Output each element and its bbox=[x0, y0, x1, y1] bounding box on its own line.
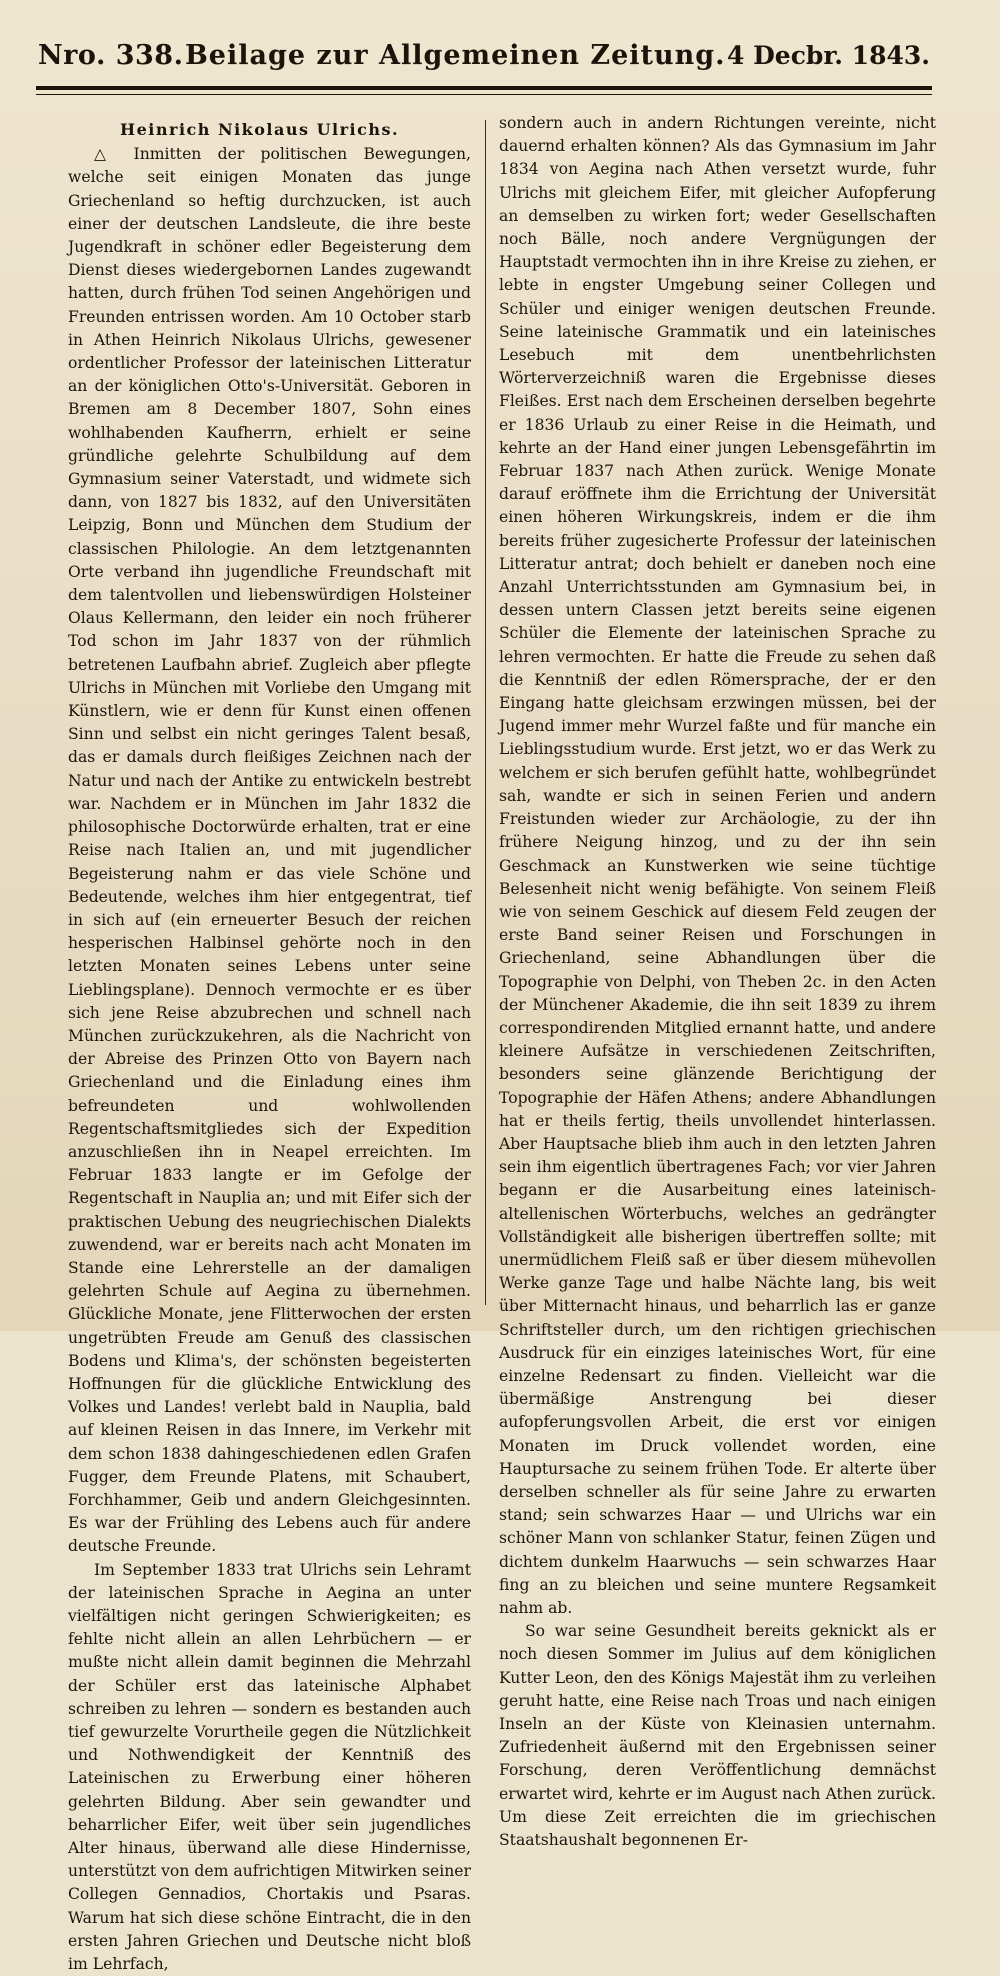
newspaper-title: Beilage zur Allgemeinen Zeitung. bbox=[184, 40, 726, 71]
article-paragraph: So war seine Gesundheit bereits geknickt als er noch diesen Sommer im Julius auf dem königlichen Kutter Leon, den des Königs Majestät ihm zu verleihen geruht hatte, eine Reise nach Troas und nach einigen Inseln an der Küste von Kleinasien unternahm. Zufriedenheit äußernd mit den Ergebnissen seiner Forschung, deren Veröffentlichung demnächst erwartet wird, kehrte er im August nach Athen zurück. Um diese Zeit erreichten die im griechischen Staatshaushalt begonnenen Er- bbox=[499, 1622, 936, 1850]
article-paragraph: △ Inmitten der politischen Bewegungen, welche seit einigen Monaten das junge Griechenland so heftig durchzucken, ist auch einer der deutschen Landsleute, die ihre beste Jugendkraft in schöner edler Begeisterung dem Dienst dieses wiedergebornen Landes zugewandt hatten, durch frühen Tod seinen Angehörigen und Freunden entrissen worden. Am 10 October starb in Athen Heinrich Nikolaus Ulrichs, gewesener ordentlicher Professor der lateinischen Litteratur an der königlichen Otto's-Universität. Geboren in Bremen am 8 December 1807, Sohn eines wohlhabenden Kaufherrn, erhielt er seine gründliche gelehrte Schulbildung auf dem Gymnasium seiner Vaterstadt, und widmete sich dann, von 1827 bis 1832, auf den Universitäten Leipzig, Bonn und München dem Studium der classischen Philologie. An dem letztgenannten Orte verband ihn jugendliche Freundschaft mit dem talentvollen und liebenswürdigen Holsteiner Olaus Kellermann, den leider ein noch früherer Tod schon im Jahr 1837 von der rühmlich betretenen Laufbahn abrief. Zugleich aber pflegte Ulrichs in München mit Vorliebe den Umgang mit Künstlern, wie er denn für Kunst einen offenen Sinn und selbst ein nicht geringes Talent besaß, das er damals durch fleißiges Zeichnen nach der Natur und nach der Antike zu entwickeln bestrebt war. Nachdem er in München im Jahr 1832 die philosophische Doctorwürde erhalten, trat er eine Reise nach Italien an, und mit jugendlicher Begeisterung nahm er das viele Schöne und Bedeutende, welches ihm hier entgegentrat, tief in sich auf (ein erneuerter Besuch der reichen hesperischen Halbinsel gehörte noch in den letzten Monaten seines Lebens unter seine Lieblingsplane). Dennoch vermochte er es über sich jene Reise abzubrechen und schnell nach München zurückzukehren, als die Nachricht von der Abreise des Prinzen Otto von Bayern nach Griechenland und die Einladung eines ihm befreundeten und wohlwollenden Regentschaftsmitgliedes sich der Expedition anzuschließen ihn in Neapel erreichten. Im Februar 1833 langte er im Gefolge der Regentschaft in Nauplia an; und mit Eifer sich der praktischen Uebung des neugriechischen Dialekts zuwendend, war er bereits nach acht Monaten im Stande eine Lehrerstelle an der damaligen gelehrten Schule auf Aegina zu übernehmen. Glückliche Monate, jene Flitterwochen der ersten ungetrübten Freude am Genuß des classischen Bodens und Klima's, der schönsten begeisterten Hoffnungen für die glückliche Entwicklung des Volkes und Landes! verlebt bald in Nauplia, bald auf kleinen Reisen in das Innere, im Verkehr mit dem schon 1838 dahingeschiedenen edlen Grafen Fugger, dem Freunde Platens, mit Schaubert, Forchhammer, Geib und andern Gleichgesinnten. Es war der Frühling des Lebens auch für andere deutsche Freunde. bbox=[68, 145, 471, 1556]
masthead-rule-thick bbox=[36, 86, 932, 90]
left-column bbox=[68, 112, 471, 1974]
article-paragraph: Im September 1833 trat Ulrichs sein Lehramt der lateinischen Sprache in Aegina an unter vielfältigen nicht geringen Schwierigkeiten; es fehlte nicht allein an allen Lehrbüchern — er mußte nicht allein damit beginnen die Mehrzahl der Schüler erst das lateinische Alphabet schreiben zu lehren — sondern es bestanden auch tief gewurzelte Vorurtheile gegen die Nützlichkeit und Nothwendigkeit der Kenntniß des Lateinischen zu Erwerbung einer höheren gelehrten Bildung. Aber sein gewandter und beharrlicher Eifer, weit über sein jugendliches Alter hinaus, überwand alle diese Hindernisse, unterstützt von dem aufrichtigen Mitwirken seiner Collegen Gennadios, Chortakis und Psaras. Warum hat sich diese schöne Eintracht, die in den ersten Jahren Griechen und Deutsche nicht bloß im Lehrfach, bbox=[68, 1560, 471, 1974]
issue-number: Nro. 338. bbox=[38, 40, 184, 71]
article-paragraph: sondern auch in andern Richtungen vereinte, nicht dauernd erhalten können? Als das Gymnasium im Jahr 1834 von Aegina nach Athen versetzt wurde, fuhr Ulrichs mit gleichem Eifer, mit gleicher Aufopferung an demselben zu wirken fort; weder Gesellschaften noch Bälle, noch andere Vergnügungen der Hauptstadt vermochten ihn in ihre Kreise zu ziehen, er lebte in engster Umgebung seiner Collegen und Schüler und einiger wenigen deutschen Freunde. Seine lateinische Grammatik und ein lateinisches Lesebuch mit dem unentbehrlichsten Wörterverzeichniß waren die Ergebnisse dieses Fleißes. Erst nach dem Erscheinen derselben begehrte er 1836 Urlaub zu einer Reise in die Heimath, und kehrte an der Hand einer jungen Lebensgefährtin im Februar 1837 nach Athen zurück. Wenige Monate darauf eröffnete ihm die Errichtung der Universität einen höheren Wirkungskreis, indem er die ihm bereits früher zugesicherte Professur der lateinischen Litteratur antrat; doch behielt er daneben noch eine Anzahl Unterrichtsstunden am Gymnasium bei, in dessen untern Classen jetzt bereits seine eigenen Schüler die Elemente der lateinischen Sprache zu lehren vermochten. Er hatte die Freude zu sehen daß die Kenntniß der edlen Römersprache, der er den Eingang hatte gleichsam erzwingen müssen, bei der Jugend immer mehr Wurzel faßte und für manche ein Lieblingsstudium wurde. Erst jetzt, wo er das Werk zu welchem er sich berufen gefühlt hatte, wohlbegründet sah, wandte er sich in seinen Ferien und andern Freistunden wieder zur Archäologie, zu der ihn frühere Neigung hinzog, und zu der ihn sein Geschmack an Kunstwerken wie seine tüchtige Belesenheit nicht wenig befähigte. Von seinem Fleiß wie von seinem Geschick auf diesem Feld zeugen der erste Band seiner Reisen und Forschungen in Griechenland, seine Abhandlungen über die Topographie von Delphi, von Theben 2c. in den Acten der Münchener Akademie, die ihn seit 1839 zu ihrem correspondirenden Mitglied ernannt hatte, und andere kleinere Aufsätze in verschiedenen Zeitschriften, besonders seine glänzende Berichtigung der Topographie der Häfen Athens; andere Abhandlungen hat er theils fertig, theils unvollendet hinterlassen. Aber Hauptsache blieb ihm auch in den letzten Jahren sein ihm eigentlich übertragenes Fach; vor vier Jahren begann er die Ausarbeitung eines lateinisch-altellenischen Wörterbuchs, welches an gedrängter Vollständigkeit alle bisherigen übertreffen sollte; mit unermüdlichem Fleiß saß er über diesem mühevollen Werke ganze Tage und halbe Nächte lang, bis weit über Mitternacht hinaus, und beharrlich las er ganze Schriftsteller durch, um den richtigen griechischen Ausdruck für ein einziges lateinisches Wort, für eine einzelne Redensart zu finden. Vielleicht war die übermäßige Anstrengung bei dieser aufopferungsvollen Arbeit, die erst vor einigen Monaten im Druck vollendet worden, eine Hauptursache zu seinem frühen Tode. Er alterte über derselben schneller als für seine Jahre zu erwarten stand; sein schwarzes Haar — und Ulrichs war ein schöner Mann von schlanker Statur, feinen Zügen und dichtem dunkelm Haarwuchs — sein schwarzes Haar fing an zu bleichen und seine muntere Regsamkeit nahm ab. bbox=[499, 114, 936, 1617]
right-column bbox=[499, 112, 936, 1850]
masthead-rule-thin bbox=[36, 94, 932, 95]
issue-date: 4 Decbr. 1843. bbox=[727, 41, 930, 70]
article-title: Heinrich Nikolaus Ulrichs. bbox=[120, 120, 400, 139]
masthead bbox=[38, 40, 930, 74]
column-divider bbox=[485, 120, 486, 1305]
